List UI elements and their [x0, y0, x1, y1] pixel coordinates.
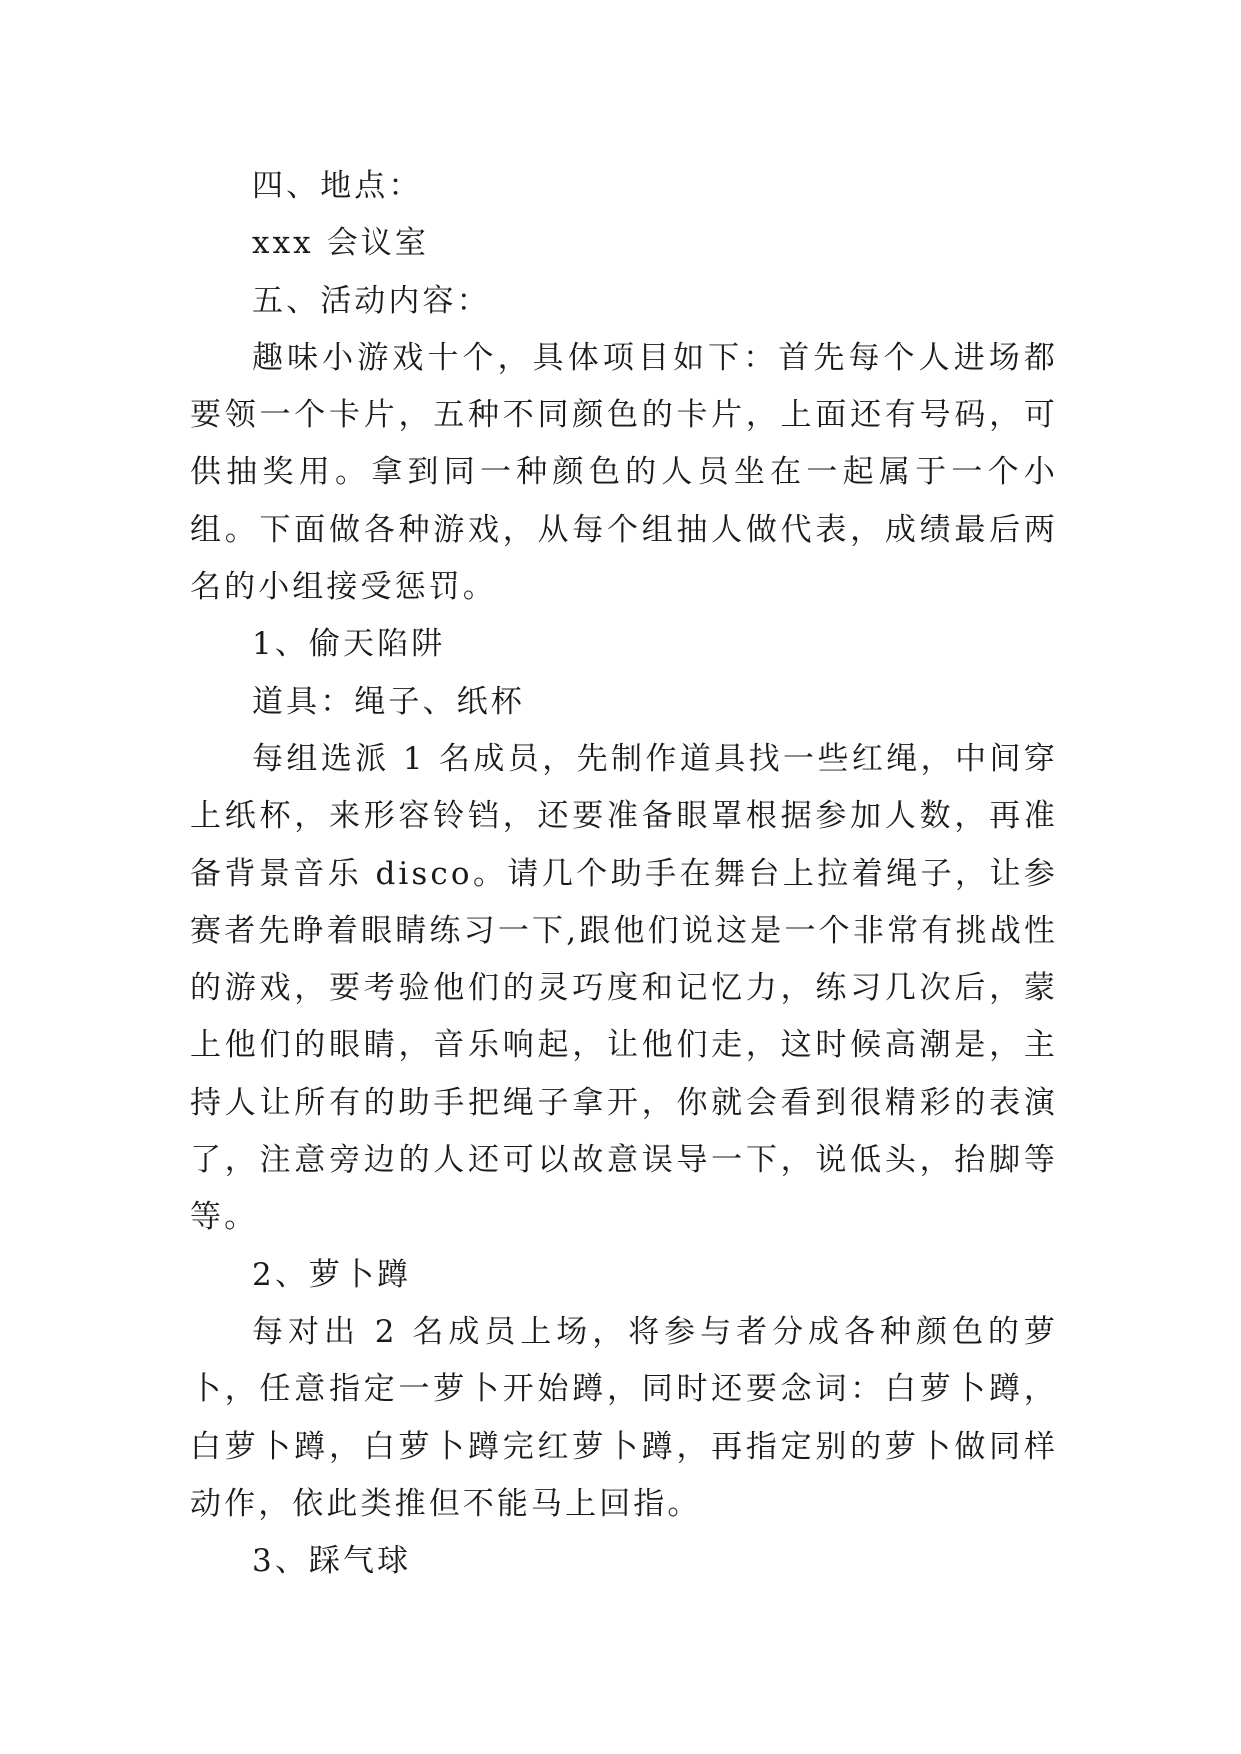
section-five-heading: 五、活动内容： — [252, 282, 491, 319]
section-four-heading: 四、地点： — [252, 168, 423, 204]
location-text: xxx 会议室 — [252, 225, 430, 262]
game2-title: 2、萝卜蹲 — [252, 1256, 412, 1293]
game1-description: 每组选派 1 名成员，先制作道具找一些红绳，中间穿上纸杯，来形容铃铛，还要准备眼罩根据参加人数，再准备背景音乐 disco。请几个助手在舞台上拉着绳子，让参赛者先睁着眼睛练习一下,跟他们说这是一个非常有挑战性的游戏，要考验他们的灵巧度和记忆力，练习几次后，蒙上他们的眼睛，音乐响起，让他们走，这时候高潮是，主持人让所有的助手把绳子拿开，你就会看到很精彩的表演了，注意旁边的人还可以故意误导一下，说低头，抬脚等等。 — [190, 740, 1058, 1236]
game3-title: 3、踩气球 — [252, 1543, 412, 1580]
document-body — [190, 158, 1058, 1590]
intro-paragraph: 趣味小游戏十个，具体项目如下：首先每个人进场都要领一个卡片，五种不同颜色的卡片，上面还有号码，可供抽奖用。拿到同一种颜色的人员坐在一起属于一个小组。下面做各种游戏，从每个组抽人做代表，成绩最后两名的小组接受惩罚。 — [190, 339, 1058, 606]
game1-props: 道具：绳子、纸杯 — [252, 683, 525, 720]
game2-description: 每对出 2 名成员上场，将参与者分成各种颜色的萝卜，任意指定一萝卜开始蹲，同时还要念词：白萝卜蹲，白萝卜蹲，白萝卜蹲完红萝卜蹲，再指定别的萝卜做同样动作，依此类推但不能马上回指。 — [190, 1313, 1058, 1522]
game1-title: 1、偷天陷阱 — [252, 626, 446, 663]
